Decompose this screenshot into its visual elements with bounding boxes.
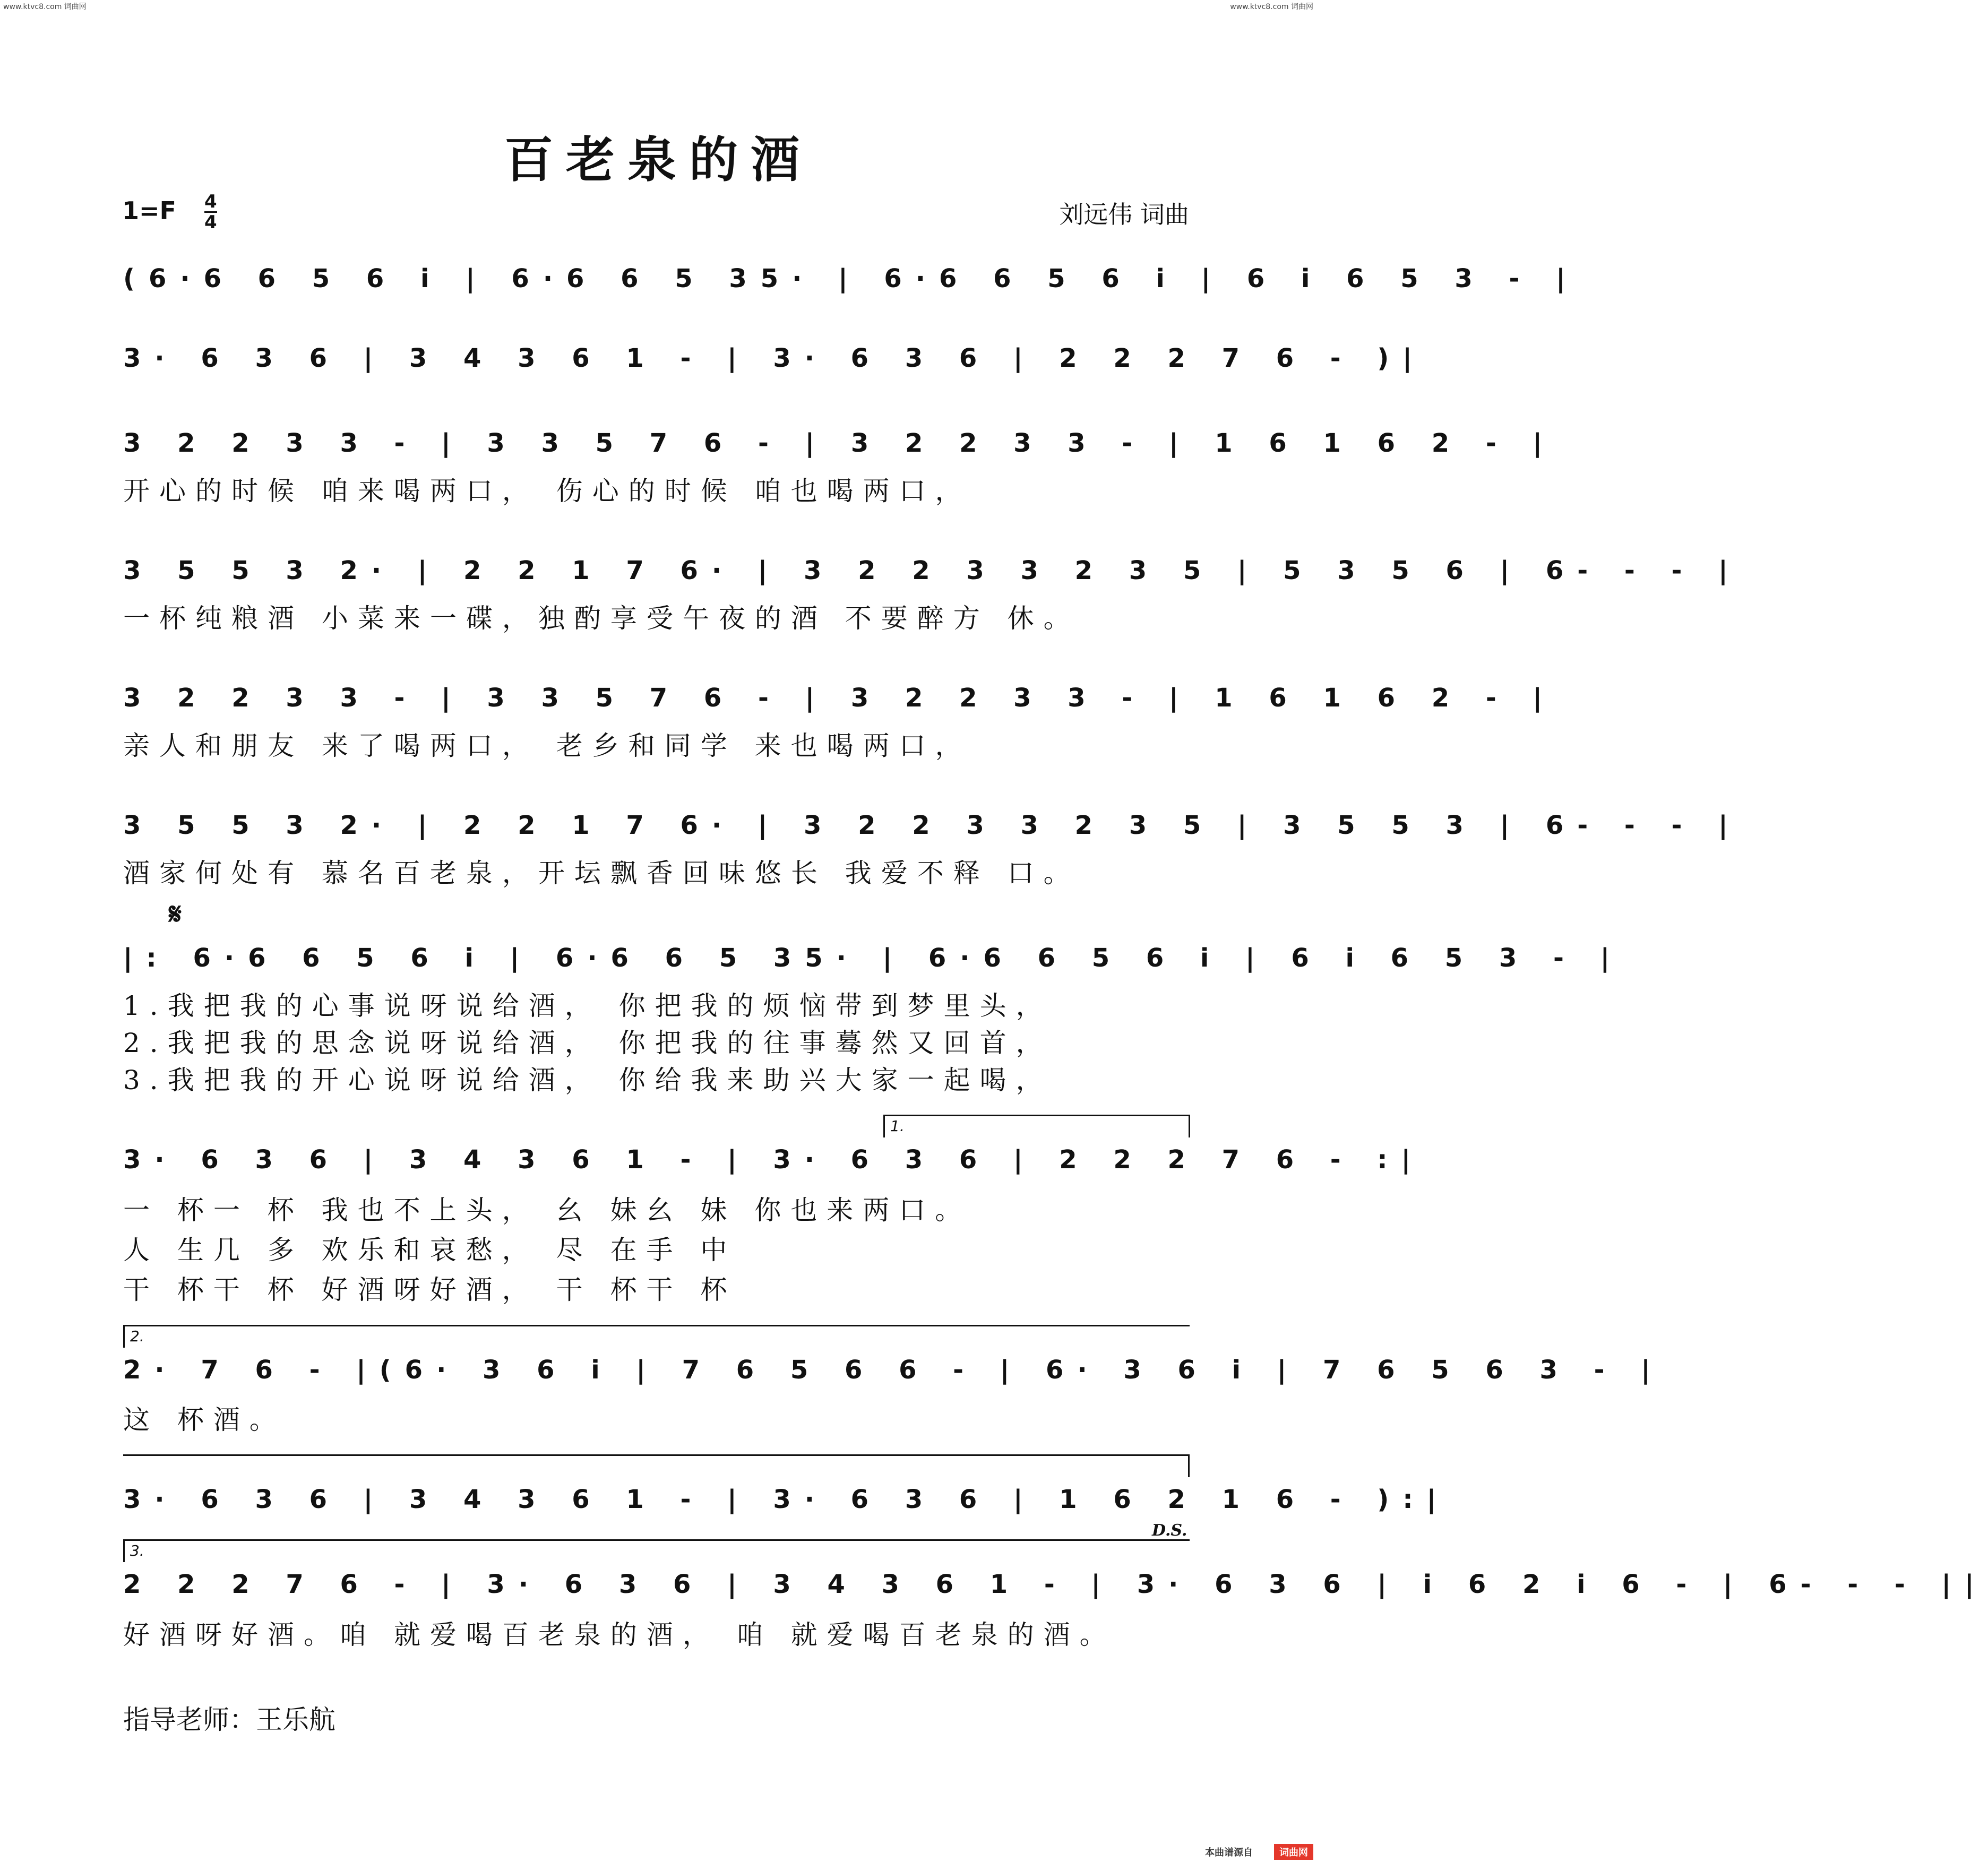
lyric-row-8-verse-3: 干 杯干 杯 好酒呀好酒， 干 杯干 杯 — [123, 1274, 737, 1305]
lyric-row-9: 这 杯酒。 — [123, 1404, 286, 1435]
site-watermark-right: www.ktvc8.com 词曲网 — [1230, 3, 1313, 11]
volta-3-label: 3. — [130, 1542, 144, 1559]
staff-row-10 — [123, 1481, 1450, 1525]
notes-row-4: 3 5 5 3 2· | 2 2 1 7 6· | 3 2 2 3 3 2 3 5 | 5 3 5 6 | 6- - - | — [123, 556, 1742, 585]
segno-sign: 𝄋 — [169, 897, 182, 932]
lyric-row-11: 好酒呀好酒。咱 就爱喝百老泉的酒， 咱 就爱喝百老泉的酒。 — [123, 1619, 1116, 1650]
lyric-row-7-verse-1: 1.我把我的心事说呀说给酒， 你把我的烦恼带到梦里头， — [123, 990, 1052, 1021]
notes-row-2: 3· 6 3 6 | 3 4 3 6 1 - | 3· 6 3 6 | 2 2 2 7 6 - )| — [123, 343, 1426, 373]
notes-row-9: 2· 7 6 - |(6· 3 6 i | 7 6 5 6 6 - | 6· 3 6 i | 7 6 5 6 3 - | — [123, 1355, 1664, 1385]
volta-2-label: 2. — [130, 1327, 144, 1345]
lyric-row-5: 亲人和朋友 来了喝两口， 老乡和同学 来也喝两口， — [123, 730, 971, 761]
staff-row-3 — [123, 425, 1556, 469]
composer-credit: 刘远伟 词曲 — [1059, 200, 1189, 229]
volta-3 — [123, 1539, 1190, 1562]
lyric-row-4: 一杯纯粮酒 小菜来一碟，独酌享受午夜的酒 不要醉方 休。 — [123, 603, 1080, 634]
notes-row-11: 2 2 2 7 6 - | 3· 6 3 6 | 3 4 3 6 1 - | 3· 6 3 6 | i 6 2 i 6 - | 6- - - || — [123, 1570, 1988, 1599]
staff-row-1 — [123, 260, 1579, 305]
staff-row-6 — [123, 807, 1742, 851]
lyric-row-7-verse-3: 3.我把我的开心说呀说给酒， 你给我来助兴大家一起喝， — [123, 1065, 1052, 1096]
staff-row-11 — [123, 1566, 1988, 1610]
lyric-row-8-verse-1: 一 杯一 杯 我也不上头， 幺 妹幺 妹 你也来两口。 — [123, 1195, 971, 1226]
dal-segno-mark: D.S. — [1152, 1521, 1187, 1540]
staff-row-8 — [123, 1141, 1425, 1186]
site-watermark-left: www.ktvc8.com 词曲网 — [3, 3, 87, 11]
source-label: 本曲谱源自 — [1205, 1847, 1253, 1858]
time-signature-bottom: 4 — [204, 212, 217, 233]
song-title: 百老泉的酒 — [504, 131, 812, 188]
lyric-row-7-verse-2: 2.我把我的思念说呀说给酒， 你把我的往事蓦然又回首， — [123, 1028, 1052, 1058]
notes-row-5: 3 2 2 3 3 - | 3 3 5 7 6 - | 3 2 2 3 3 - | 1 6 1 6 2 - | — [123, 683, 1556, 713]
key-signature: 1=F — [122, 196, 176, 225]
volta-2 — [123, 1325, 1190, 1348]
lyric-row-3: 开心的时候 咱来喝两口， 伤心的时候 咱也喝两口， — [123, 476, 971, 506]
staff-row-7 — [123, 939, 1624, 984]
staff-row-9 — [123, 1351, 1664, 1396]
lyric-row-6: 酒家何处有 慕名百老泉，开坛飘香回味悠长 我爱不释 口。 — [123, 858, 1080, 889]
volta-2-continued — [123, 1454, 1190, 1477]
source-badge[interactable]: 词曲网 — [1274, 1844, 1313, 1860]
notes-row-10: 3· 6 3 6 | 3 4 3 6 1 - | 3· 6 3 6 | 1 6 2 1 6 - ):| — [123, 1485, 1450, 1514]
time-signature-top: 4 — [204, 191, 217, 212]
staff-row-5 — [123, 679, 1556, 724]
lyric-row-8-verse-2: 人 生几 多 欢乐和哀愁， 尽 在手 中 — [123, 1235, 737, 1265]
volta-1 — [883, 1115, 1190, 1137]
time-signature — [204, 192, 217, 232]
staff-row-2 — [123, 340, 1426, 384]
notes-row-3: 3 2 2 3 3 - | 3 3 5 7 6 - | 3 2 2 3 3 - | 1 6 1 6 2 - | — [123, 428, 1556, 458]
notes-row-1: (6·6 6 5 6 i | 6·6 6 5 35· | 6·6 6 5 6 i | 6 i 6 5 3 - | — [123, 264, 1579, 294]
teacher-credit: 指导老师：王乐航 — [123, 1704, 335, 1735]
notes-row-7: |: 6·6 6 5 6 i | 6·6 6 5 35· | 6·6 6 5 6 i | 6 i 6 5 3 - | — [123, 943, 1624, 973]
staff-row-4 — [123, 552, 1742, 597]
notes-row-6: 3 5 5 3 2· | 2 2 1 7 6· | 3 2 2 3 3 2 3 5 | 3 5 5 3 | 6- - - | — [123, 811, 1742, 840]
volta-1-label: 1. — [890, 1117, 905, 1135]
notes-row-8: 3· 6 3 6 | 3 4 3 6 1 - | 3· 6 3 6 | 2 2 2 7 6 - :| — [123, 1145, 1425, 1175]
